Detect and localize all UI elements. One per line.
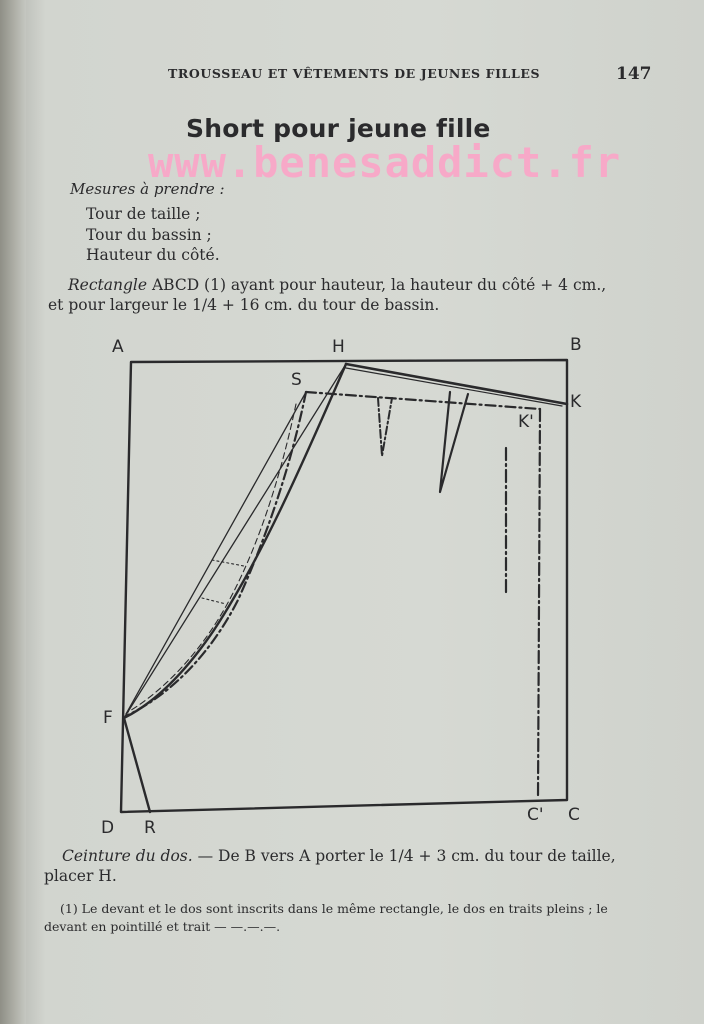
- dart-large: [440, 392, 468, 492]
- front-side-line: [538, 409, 540, 796]
- front-center-line: [126, 392, 306, 714]
- footnote-line2: devant en pointillé et trait — —.—.—.: [44, 919, 281, 934]
- ceinture-paragraph: [44, 846, 664, 886]
- measure-item: Hauteur du côté.: [86, 246, 220, 264]
- ceinture-lead: Ceinture du dos.: [62, 847, 193, 865]
- point-d-label: D: [101, 818, 115, 838]
- point-r-label: R: [144, 818, 156, 838]
- hip-guide-1: [212, 560, 244, 566]
- point-k-label: K: [570, 392, 582, 412]
- dart-small: [378, 398, 392, 456]
- footnote: [44, 900, 664, 936]
- back-center-line: [124, 364, 346, 718]
- measure-item: Tour de taille ;: [86, 205, 201, 223]
- point-f-label: F: [103, 708, 113, 728]
- running-header: TROUSSEAU ET VÊTEMENTS DE JEUNES FILLES: [168, 66, 541, 81]
- measure-item: Tour du bassin ;: [86, 225, 212, 244]
- front-waist-line: [306, 392, 540, 409]
- page-number: 147: [616, 64, 652, 84]
- ceinture-line1: — De B vers A porter le 1/4 + 3 cm. du tour de taille,: [192, 847, 616, 865]
- point-k-prime-label: K': [518, 412, 534, 432]
- point-h-label: H: [332, 337, 345, 357]
- point-a-label: A: [112, 337, 124, 357]
- rectangle-lead: Rectangle: [68, 276, 148, 294]
- measures-label: Mesures à prendre :: [70, 180, 225, 198]
- point-c-prime-label: C': [527, 805, 544, 825]
- footnote-line1: (1) Le devant et le dos sont inscrits dans le même rectangle, le dos en traits pleins ; le: [60, 901, 608, 916]
- rectangle-abcd: [121, 360, 567, 812]
- point-c-label: C: [568, 805, 580, 825]
- hip-guide-2: [202, 598, 226, 604]
- ceinture-line2: placer H.: [44, 867, 117, 885]
- rectangle-line1: ABCD (1) ayant pour hauteur, la hauteur du côté + 4 cm.,: [147, 276, 607, 294]
- watermark-url: www.benesaddict.fr: [148, 138, 622, 187]
- point-b-label: B: [570, 335, 582, 355]
- rectangle-line2: et pour largeur le 1/4 + 16 cm. du tour de bassin.: [48, 296, 440, 314]
- point-s-label: S: [291, 370, 302, 390]
- back-side-seam: [124, 718, 150, 812]
- page-title: Short pour jeune fille: [186, 114, 491, 143]
